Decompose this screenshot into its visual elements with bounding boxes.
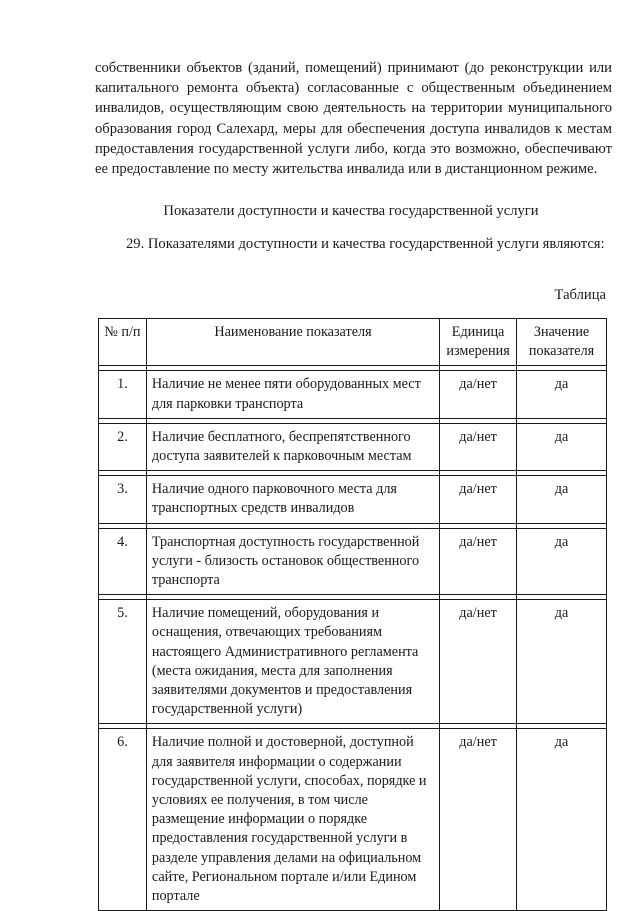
row-value: да	[517, 729, 607, 911]
row-name: Наличие полной и достоверной, доступной для заявителя информации о содержании государственной услуги, способах, порядке и условиях ее получения, в том числе размещение информации о порядке предоставления государственной услуги в разделе управления делами на официальном сайте, Региональном портале и/или Едином портале	[146, 729, 439, 911]
row-num: 4.	[99, 528, 147, 595]
table-row	[99, 729, 607, 911]
row-num: 6.	[99, 729, 147, 911]
row-unit: да/нет	[440, 600, 517, 724]
table-row	[99, 528, 607, 595]
row-num: 5.	[99, 600, 147, 724]
row-unit: да/нет	[440, 476, 517, 523]
paragraph-29: 29. Показателями доступности и качества государственной услуги являются:	[126, 236, 605, 252]
header-value: Значение показателя	[517, 319, 607, 366]
section-title: Показатели доступности и качества государственной услуги	[163, 203, 539, 219]
row-name: Наличие не менее пяти оборудованных мест для парковки транспорта	[146, 371, 439, 418]
row-unit: да/нет	[440, 423, 517, 470]
row-name: Наличие бесплатного, беспрепятственного доступа заявителей к парковочным местам	[146, 423, 439, 470]
row-value: да	[517, 600, 607, 724]
row-num: 2.	[99, 423, 147, 470]
row-unit: да/нет	[440, 729, 517, 911]
table-header-row	[99, 319, 607, 366]
table-row	[99, 423, 607, 470]
row-value: да	[517, 476, 607, 523]
row-unit: да/нет	[440, 528, 517, 595]
table-row	[99, 600, 607, 724]
indicators-table	[98, 318, 607, 911]
table-caption: Таблица	[554, 287, 606, 303]
row-value: да	[517, 528, 607, 595]
row-value: да	[517, 423, 607, 470]
row-name: Наличие одного парковочного места для транспортных средств инвалидов	[146, 476, 439, 523]
row-unit: да/нет	[440, 371, 517, 418]
row-num: 3.	[99, 476, 147, 523]
row-num: 1.	[99, 371, 147, 418]
row-value: да	[517, 371, 607, 418]
intro-paragraph: собственники объектов (зданий, помещений) принимают (до реконструкции или капитального ремонта объекта) согласованные с общественным объединением инвалидов, осуществляющим свою деятельность на территории муниципального образования город Салехард, меры для обеспечения доступа инвалидов к местам предоставления государственной услуги либо, когда это возможно, обеспечивают ее предоставление по месту жительства инвалида или в дистанционном режиме.	[95, 60, 612, 178]
header-unit: Единица измерения	[440, 319, 517, 366]
table-row	[99, 371, 607, 418]
row-name: Транспортная доступность государственной услуги - близость остановок общественного транспорта	[146, 528, 439, 595]
table-row	[99, 476, 607, 523]
header-name: Наименование показателя	[146, 319, 439, 366]
header-num: № п/п	[99, 319, 147, 366]
row-name: Наличие помещений, оборудования и оснащения, отвечающих требованиям настоящего Административного регламента (места ожидания, места для заполнения заявителями документов и предоставления государственной услуги)	[146, 600, 439, 724]
